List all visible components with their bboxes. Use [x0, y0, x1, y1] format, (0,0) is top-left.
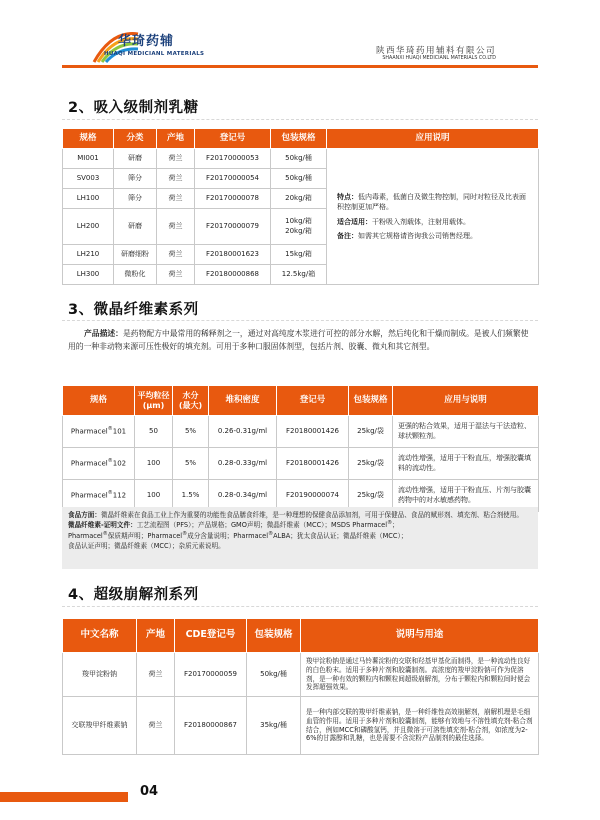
cell-reg-no: F20170000079	[195, 209, 271, 245]
product-grade: 112	[112, 491, 127, 500]
docs-text-2d: ALBA；犹太食品认证；微晶纤维素（MCC）；	[273, 531, 408, 540]
header-packaging: 包装规格	[247, 619, 301, 653]
cell-description: 羧甲淀粉钠是通过马铃薯淀粉的交联和羟基甲基化而制得，是一种流动性良好的白色粉末。适用于多种片剂和胶囊制剂。高浓度的羧甲淀粉钠可作为促溶剂，是一种有效的颗粒内和颗粒间超级崩解剂，分布于颗粒内和颗粒间时便会发挥超强效果。	[301, 653, 539, 697]
header-moisture-line1: 水分	[182, 391, 199, 401]
cell-bulk-density: 0.26-0.31g/ml	[209, 416, 277, 448]
logo-chinese: 华琦药辅	[118, 34, 175, 49]
header-moisture-line2: (最大)	[178, 400, 203, 410]
cell-bulk-density: 0.28-0.34g/ml	[209, 480, 277, 512]
note-usage-label: 适合适用：	[337, 217, 372, 226]
docs-text-2a: Pharmacel	[68, 531, 103, 540]
cell-spec: LH100	[63, 189, 114, 209]
note-feature-label: 特点：	[337, 192, 358, 201]
cell-origin: 荷兰	[157, 149, 195, 169]
mcc-food-info: 食品方面：微晶纤维素在食品工业上作为重要的功能性食品膳食纤维，是一种理想的保健食品添加剂，可用于保健品、食品的赋形剂、填充剂、粘合剂使用。 微晶纤维素-证明文件：工艺流程图（PFS）；产品规格；GMO声明；微晶纤维素（MCC）；MSDS Pharmacel®； Pharmacel®保质期声明；Pharmacel®成分含量说明；Pharmacel®ALBA；犹太食品认证；微晶纤维素（MCC）； 食品认证声明；微晶纤维素（MCC）；杂质元素说明。	[68, 510, 532, 551]
cell-product	[63, 416, 135, 448]
header-cde-reg-no: CDE登记号	[175, 619, 247, 653]
cell-product	[63, 448, 135, 480]
docs-text-3: 食品认证声明；微晶纤维素（MCC）；杂质元素说明。	[68, 542, 225, 551]
cell-origin: 荷兰	[137, 697, 175, 755]
cell-category: 研磨	[114, 209, 157, 245]
cell-name: 交联羧甲纤维素钠	[63, 697, 137, 755]
cell-description: 是一种内部交联的羧甲纤维素钠，是一种纤维性高效崩解剂，崩解机理是毛细血管的作用。适用于多种片剂和胶囊制剂，能够有效地与不溶性填充剂-粘合剂结合，例如MCC和磷酸氢钙，并且微溶于可溶性填充剂-粘合剂，如浓度为2-6%的甘露醇和乳糖，也是需要不含淀粉产品制剂的最佳选择。	[301, 697, 539, 755]
food-text: 微晶纤维素在食品工业上作为重要的功能性食品膳食纤维，是一种理想的保健食品添加剂，可用于保健品、食品的赋形剂、填充剂、粘合剂使用。	[100, 511, 523, 519]
cell-moisture: 1.5%	[173, 480, 209, 512]
header-bulk-density: 堆积密度	[209, 386, 277, 416]
section-divider	[62, 119, 538, 120]
registered-mark: ®	[268, 530, 274, 537]
pack-line-2: 20kg/箱	[285, 226, 312, 235]
cell-packaging: 25kg/袋	[349, 480, 393, 512]
note-feature-text: 低内毒素，低菌白及微生物控制，同时对粒径及比表面积控制更加严格。	[337, 192, 526, 211]
cell-spec: LH210	[63, 245, 114, 265]
registered-mark: ®	[107, 458, 113, 465]
cell-reg-no: F20170000078	[195, 189, 271, 209]
cell-reg-no: F20180001623	[195, 245, 271, 265]
cell-category: 研磨细粉	[114, 245, 157, 265]
cell-packaging: 25kg/袋	[349, 448, 393, 480]
header-spec: 规格	[63, 386, 135, 416]
cell-moisture: 5%	[173, 448, 209, 480]
cell-reg-no: F20170000053	[195, 149, 271, 169]
header-packaging: 包装规格	[349, 386, 393, 416]
cell-cde-reg-no: F20180000867	[175, 697, 247, 755]
section-title-mcc: 3、微晶纤维素系列	[68, 302, 199, 318]
note-usage-text: 干粉吸入剂载体，注射用载体。	[372, 217, 470, 226]
cell-category: 筛分	[114, 169, 157, 189]
food-label: 食品方面：	[68, 511, 101, 519]
header-reg-no: 登记号	[195, 129, 271, 149]
company-name-chinese: 陕西华琦药用辅料有限公司	[375, 46, 496, 56]
mcc-table	[62, 385, 539, 512]
header-application: 应用与说明	[393, 386, 539, 416]
docs-text-2c: 成分含量说明；Pharmacel	[187, 531, 269, 540]
header-application: 应用说明	[327, 129, 539, 149]
product-name: Pharmacel	[70, 459, 108, 468]
header-origin: 产地	[137, 619, 175, 653]
section-divider	[62, 320, 538, 321]
docs-text-1: 工艺流程图（PFS）；产品规格；GMO声明；微晶纤维素（MCC）；MSDS Pharmacel	[136, 521, 388, 530]
note-remark-text: 如需其它规格请咨询我公司销售经理。	[358, 232, 477, 240]
cell-reg-no: F20170000054	[195, 169, 271, 189]
footer-accent-bar	[0, 792, 128, 802]
cell-origin: 荷兰	[157, 265, 195, 285]
cell-origin: 荷兰	[157, 245, 195, 265]
cell-application: 流动性增强，适用于干粉直压、片剂与胶囊药物中的对水敏感药物。	[393, 480, 539, 512]
cell-spec: MI001	[63, 149, 114, 169]
disintegrant-table	[62, 618, 539, 755]
table-row	[63, 448, 539, 480]
product-grade: 102	[112, 459, 127, 468]
cell-bulk-density: 0.28-0.33g/ml	[209, 448, 277, 480]
header-reg-no: 登记号	[277, 386, 349, 416]
cell-packaging: 15kg/箱	[271, 245, 327, 265]
cell-packaging: 20kg/箱	[271, 189, 327, 209]
cell-particle-size: 50	[135, 416, 173, 448]
header-divider	[62, 65, 538, 68]
company-name-english: SHAANXI HUAQI MEDICIANL MATERIALS CO.LTD	[382, 56, 496, 61]
pack-line-1: 10kg/箱	[285, 217, 312, 226]
cell-name: 羧甲淀粉钠	[63, 653, 137, 697]
page-number: 04	[140, 784, 159, 799]
cell-packaging: 25kg/袋	[349, 416, 393, 448]
registered-mark: ®	[107, 490, 113, 497]
page-header	[0, 0, 600, 78]
registered-mark: ®	[387, 520, 393, 527]
cell-reg-no: F20180001426	[277, 416, 349, 448]
cell-application: 流动性增强，适用于干粉直压，增强胶囊填料的流动性。	[393, 448, 539, 480]
header-origin: 产地	[157, 129, 195, 149]
application-note	[327, 149, 539, 285]
header-particle-size-line1: 平均粒径	[137, 391, 170, 401]
section-title-disintegrants: 4、超级崩解剂系列	[68, 587, 199, 603]
product-grade: 101	[112, 427, 127, 436]
header-packaging: 包装规格	[271, 129, 327, 149]
header-spec: 规格	[63, 129, 114, 149]
cell-particle-size: 100	[135, 448, 173, 480]
table-row	[63, 653, 539, 697]
inhalation-lactose-table	[62, 128, 539, 285]
cell-reg-no: F20190000074	[277, 480, 349, 512]
cell-moisture: 5%	[173, 416, 209, 448]
table-row	[63, 149, 539, 169]
cell-spec: SV003	[63, 169, 114, 189]
cell-reg-no: F20180001426	[277, 448, 349, 480]
cell-category: 筛分	[114, 189, 157, 209]
docs-label: 微晶纤维素-证明文件：	[68, 521, 137, 530]
cell-origin: 荷兰	[157, 189, 195, 209]
product-name: Pharmacel	[70, 427, 108, 436]
header-particle-size	[135, 386, 173, 416]
section-title-inhalation-lactose: 2、吸入级制剂乳糖	[68, 100, 199, 116]
cell-spec: LH300	[63, 265, 114, 285]
cell-packaging: 12.5kg/箱	[271, 265, 327, 285]
cell-category: 微粉化	[114, 265, 157, 285]
cell-spec: LH200	[63, 209, 114, 245]
cell-origin: 荷兰	[157, 169, 195, 189]
header-moisture	[173, 386, 209, 416]
product-name: Pharmacel	[70, 491, 108, 500]
mcc-description-label: 产品描述：	[84, 329, 123, 338]
cell-packaging: 35kg/桶	[247, 697, 301, 755]
mcc-description	[68, 328, 532, 353]
registered-mark: ®	[107, 426, 113, 433]
cell-reg-no: F20180000868	[195, 265, 271, 285]
section-divider	[62, 606, 538, 607]
cell-packaging	[271, 209, 327, 245]
cell-cde-reg-no: F20170000059	[175, 653, 247, 697]
docs-text-2b: 保质期声明；Pharmacel	[107, 531, 183, 540]
mcc-description-text: 是药物配方中最常用的稀释剂之一，通过对高纯度木浆进行可控的部分水解，然后纯化和干燥而制成。是被人们频繁使用的一种非动物来源可压性极好的填充剂。可用于多种口服固体剂型，包括片剂、胶囊、微丸和其它剂型。	[68, 329, 529, 351]
cell-packaging: 50kg/桶	[271, 169, 327, 189]
registered-mark: ®	[182, 530, 188, 537]
cell-packaging: 50kg/桶	[247, 653, 301, 697]
table-row	[63, 416, 539, 448]
cell-application: 更强的粘合效果，适用于湿法与干法造粒、球状颗粒剂。	[393, 416, 539, 448]
header-category: 分类	[114, 129, 157, 149]
header-particle-size-line2: (μm)	[142, 400, 165, 410]
cell-packaging: 50kg/桶	[271, 149, 327, 169]
logo-english: HUAQI MEDICIANL MATERIALS	[104, 51, 205, 57]
cell-origin: 荷兰	[137, 653, 175, 697]
cell-particle-size: 100	[135, 480, 173, 512]
note-remark-label: 备注：	[337, 232, 358, 240]
header-description: 说明与用途	[301, 619, 539, 653]
table-row	[63, 697, 539, 755]
registered-mark: ®	[102, 530, 108, 537]
cell-origin: 荷兰	[157, 209, 195, 245]
cell-category: 研磨	[114, 149, 157, 169]
header-name: 中文名称	[63, 619, 137, 653]
